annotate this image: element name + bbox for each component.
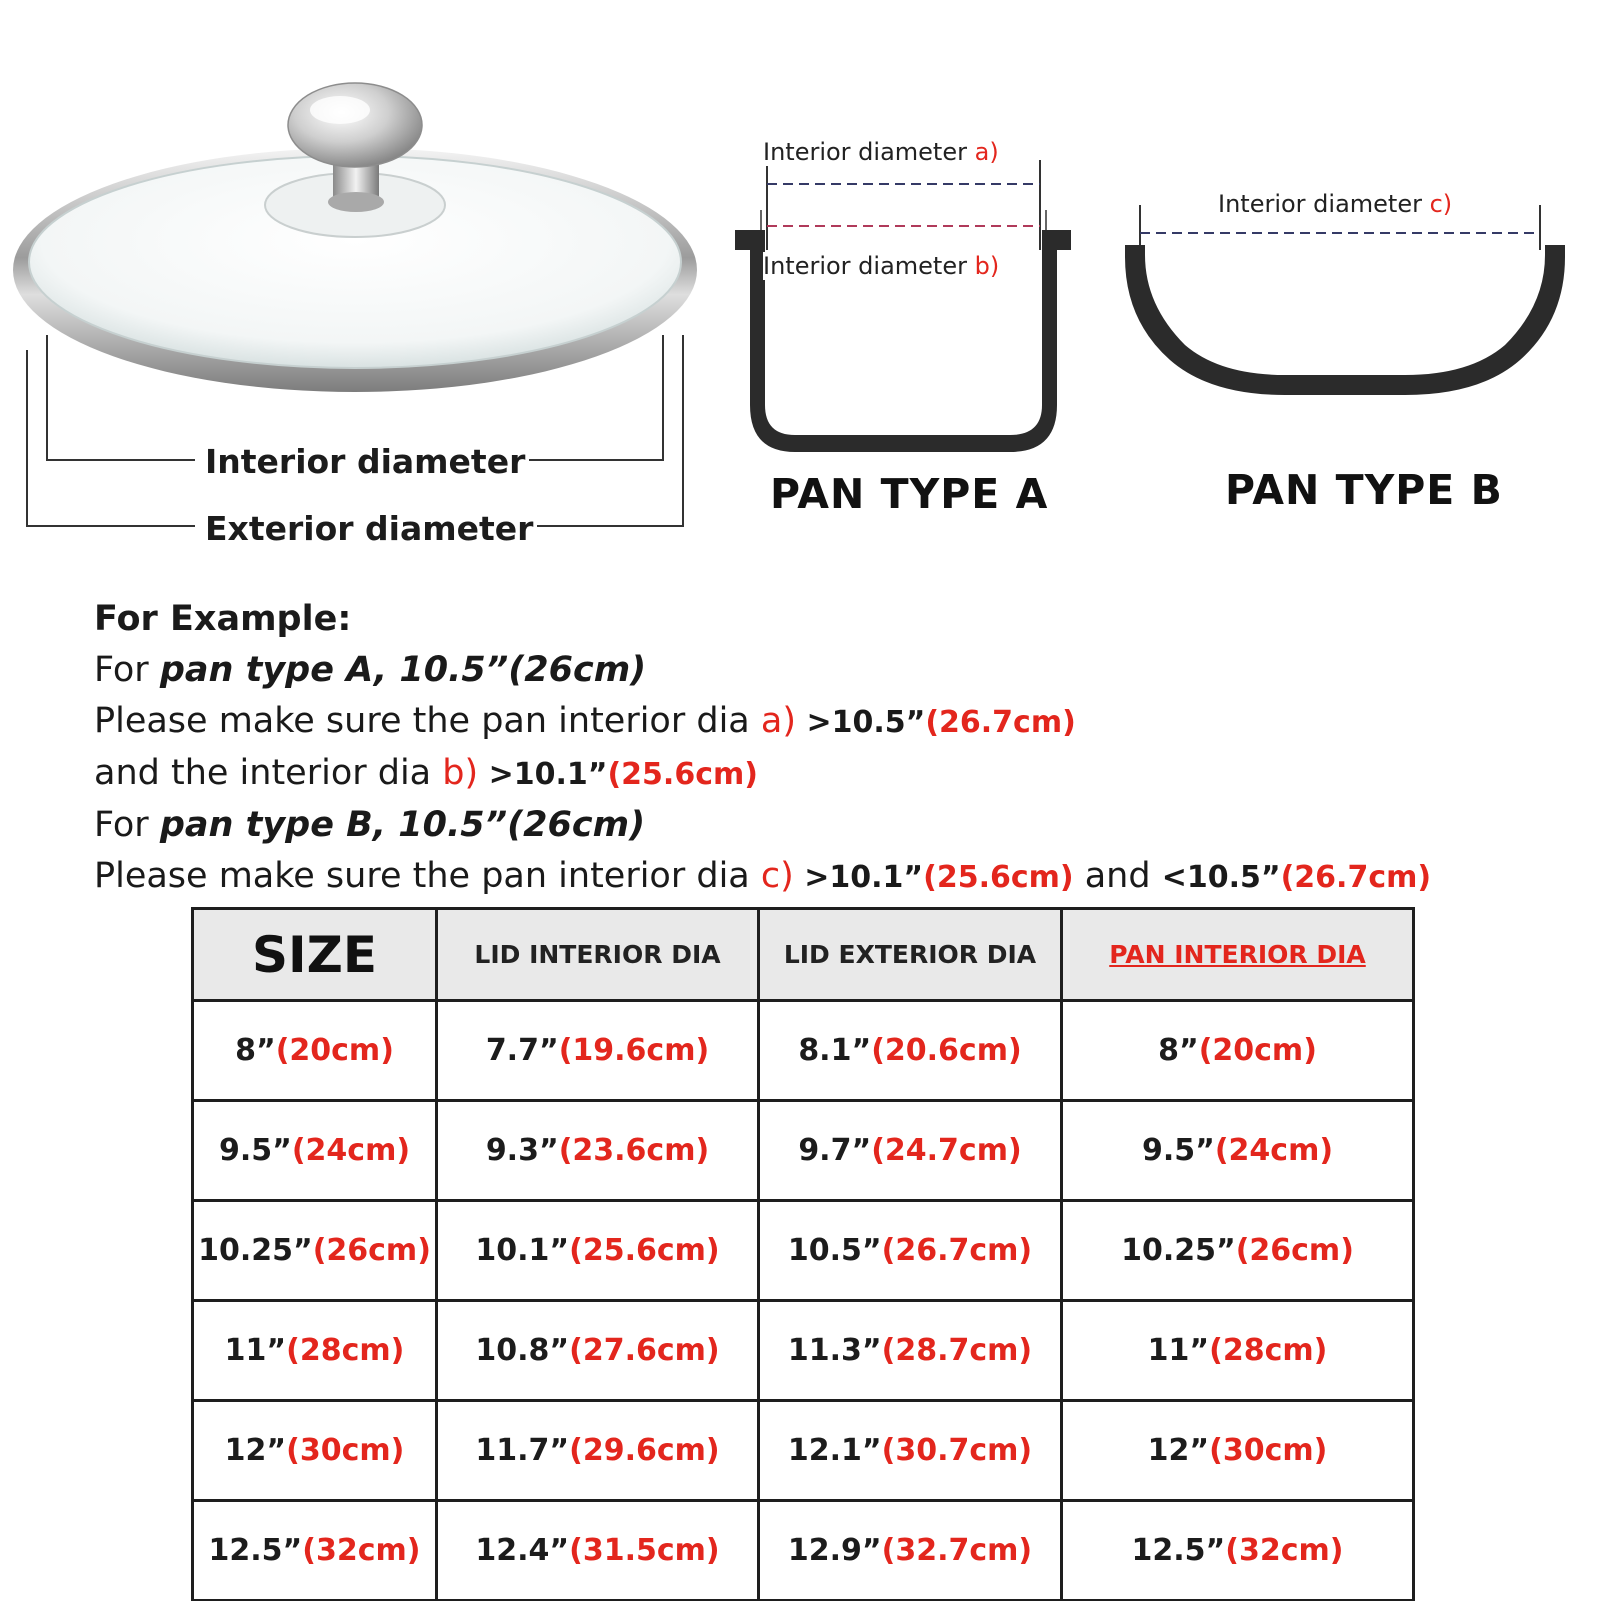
cell-pan-interior-dia [1062,1101,1414,1201]
cm-value: (26cm) [312,1233,431,1268]
inch-value: 12.4” [475,1533,570,1568]
example-line-5: Please make sure the pan interior dia c) >10.1”(25.6cm) and <10.5”(26.7cm) [94,856,1432,896]
table-row [193,1501,1414,1601]
inch-value: 12.5” [1131,1533,1226,1568]
cell-pan-interior-dia [1062,1301,1414,1401]
cell-lid-interior-dia [437,1101,759,1201]
example-heading: For Example: [94,599,352,639]
inch-value: 10.8” [475,1333,570,1368]
cell-lid-exterior-dia [759,1101,1062,1201]
glass-lid-illustration [0,80,720,560]
cm-value: (28cm) [286,1333,405,1368]
cell-lid-exterior-dia [759,1201,1062,1301]
cell-lid-exterior-dia [759,1301,1062,1401]
header-lid-exterior-dia: LID EXTERIOR DIA [759,909,1062,1001]
pan-type-b-diagram [1125,195,1570,415]
cell-lid-exterior-dia [759,1401,1062,1501]
cell-size [193,1301,437,1401]
cm-value: (28.7cm) [881,1333,1033,1368]
table-row [193,1301,1414,1401]
inch-value: 12.1” [787,1433,882,1468]
inch-value: 8” [1158,1033,1199,1068]
inch-value: 10.5” [787,1233,882,1268]
inch-value: 8.1” [798,1033,872,1068]
lid-interior-diameter-label: Interior diameter [201,442,529,481]
example-line-3: and the interior dia b) >10.1”(25.6cm) [94,753,758,793]
table-row [193,1201,1414,1301]
example-line-4: For pan type B, 10.5”(26cm) [94,805,646,845]
cm-value: (20cm) [1198,1033,1317,1068]
inch-value: 11.7” [475,1433,570,1468]
cell-lid-interior-dia [437,1301,759,1401]
pan-a-interior-diameter-b-label [763,252,999,280]
pan-b-interior-diameter-c-label [1218,190,1452,218]
lid-exterior-diameter-label: Exterior diameter [201,509,537,548]
cm-value: (26cm) [1235,1233,1354,1268]
cm-value: (24cm) [1214,1133,1334,1168]
cell-lid-interior-dia [437,1201,759,1301]
cm-value: (31.5cm) [569,1533,720,1568]
cm-value: (19.6cm) [558,1033,710,1068]
cell-size [193,1201,437,1301]
header-lid-interior-dia: LID INTERIOR DIA [437,909,759,1001]
pan-a-label-b-letter: b) [974,252,1000,280]
inch-value: 12” [1147,1433,1210,1468]
cm-value: (29.6cm) [569,1433,720,1468]
cell-pan-interior-dia [1062,1501,1414,1601]
inch-value: 10.25” [1121,1233,1236,1268]
cell-pan-interior-dia [1062,1201,1414,1301]
cm-value: (20.6cm) [871,1033,1022,1068]
inch-value: 11” [224,1333,287,1368]
cell-pan-interior-dia [1062,1401,1414,1501]
inch-value: 9.5” [218,1133,292,1168]
cm-value: (20cm) [275,1033,394,1068]
example-line-2: Please make sure the pan interior dia a) >10.5”(26.7cm) [94,701,1076,741]
cell-lid-interior-dia [437,1501,759,1601]
header-size: SIZE [193,909,437,1001]
cm-value: (28cm) [1209,1333,1328,1368]
size-table [191,907,1415,1601]
cm-value: (24.7cm) [871,1133,1022,1168]
inch-value: 9.5” [1141,1133,1215,1168]
cell-lid-interior-dia [437,1001,759,1101]
cm-value: (30cm) [286,1433,405,1468]
cell-lid-interior-dia [437,1401,759,1501]
cm-value: (30.7cm) [881,1433,1033,1468]
cm-value: (30cm) [1209,1433,1328,1468]
pan-type-a-title: PAN TYPE A [770,470,1049,518]
inch-value: 9.7” [798,1133,872,1168]
table-row [193,1001,1414,1101]
cell-lid-exterior-dia [759,1001,1062,1101]
cell-size [193,1401,437,1501]
inch-value: 12.9” [787,1533,882,1568]
inch-value: 7.7” [485,1033,559,1068]
cm-value: (32cm) [1225,1533,1344,1568]
pan-b-label-c-letter: c) [1429,190,1453,218]
pan-type-a-diagram [735,150,1075,480]
cell-pan-interior-dia [1062,1001,1414,1101]
cm-value: (32.7cm) [881,1533,1033,1568]
size-table-body [193,1001,1414,1601]
inch-value: 11.3” [787,1333,882,1368]
cell-size [193,1101,437,1201]
cm-value: (32cm) [302,1533,421,1568]
inch-value: 10.1” [475,1233,570,1268]
pan-a-label-a-letter: a) [974,138,999,166]
inch-value: 12.5” [208,1533,303,1568]
pan-a-interior-diameter-a-label [763,138,999,166]
inch-value: 8” [235,1033,276,1068]
pan-a-label-b-text: Interior diameter [763,252,975,280]
header-pan-interior-dia: PAN INTERIOR DIA [1062,909,1414,1001]
inch-value: 10.25” [198,1233,313,1268]
inch-value: 12” [224,1433,287,1468]
cell-size [193,1501,437,1601]
inch-value: 11” [1147,1333,1210,1368]
cm-value: (24cm) [291,1133,411,1168]
cell-lid-exterior-dia [759,1501,1062,1601]
cell-size [193,1001,437,1101]
cm-value: (23.6cm) [558,1133,710,1168]
pan-b-label-c-text: Interior diameter [1218,190,1430,218]
table-row [193,1101,1414,1201]
cm-value: (27.6cm) [569,1333,720,1368]
pan-type-b-title: PAN TYPE B [1225,466,1503,514]
table-row [193,1401,1414,1501]
table-header-row [193,909,1414,1001]
inch-value: 9.3” [485,1133,559,1168]
cm-value: (25.6cm) [569,1233,720,1268]
example-block [94,594,1431,903]
example-line-1: For pan type A, 10.5”(26cm) [94,650,647,690]
cm-value: (26.7cm) [881,1233,1033,1268]
pan-a-label-a-text: Interior diameter [763,138,975,166]
